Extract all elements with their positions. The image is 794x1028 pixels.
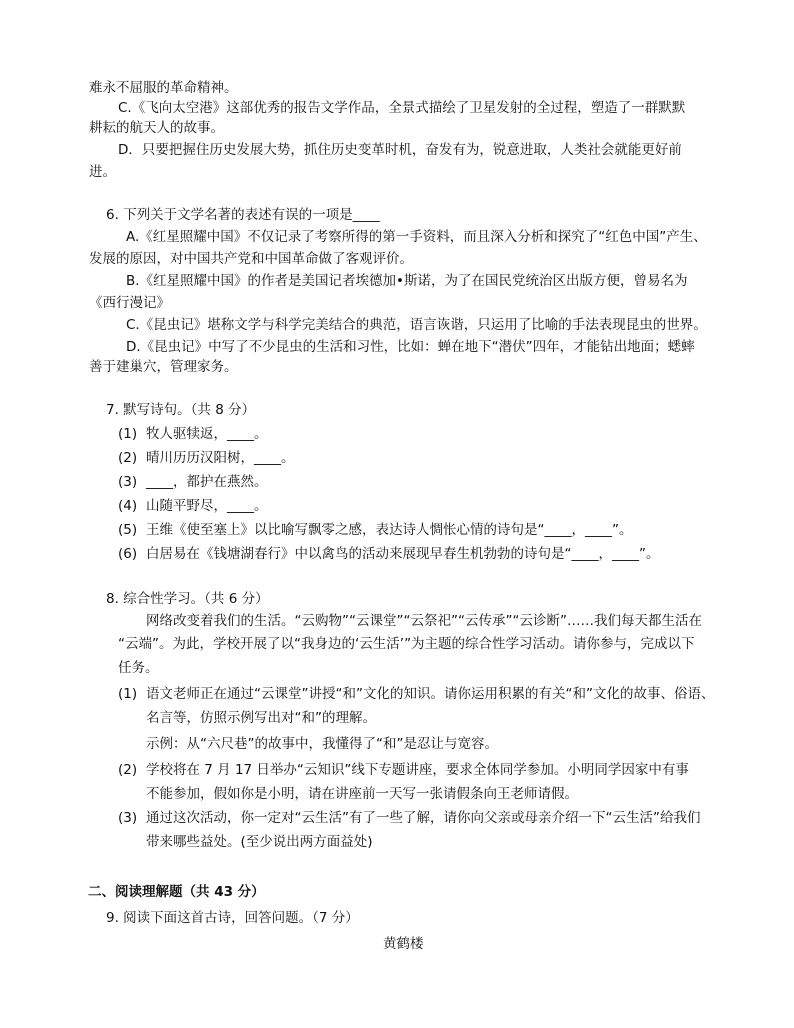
q7-item-text: 山随平野尽，____。 — [146, 498, 268, 514]
q8-task-text: 通过这次活动，你一定对“云生活”有了一些了解，请你向父亲或母亲介绍一下“云生活”给我们 — [146, 810, 701, 826]
q7-item-num: (4) — [118, 498, 138, 514]
q7-item-text: 牧人驱犊返，____。 — [146, 426, 268, 442]
q8-task-1-cont: 名言等，仿照示例写出对“和”的理解。 — [146, 710, 376, 726]
q7-item-text: ____，都护在燕然。 — [146, 474, 268, 490]
q7-item-text: 白居易在《钱塘湖春行》中以禽鸟的活动来展现早春生机勃勃的诗句是“____，____”。 — [146, 546, 660, 562]
q9-stem: 9. 阅读下面这首古诗，回答问题。（7 分） — [106, 910, 359, 926]
q8-stem: 8. 综合性学习。（共 6 分） — [106, 591, 269, 607]
q7-stem: 7. 默写诗句。（共 8 分） — [106, 402, 256, 418]
q8-paragraph: “云端”。为此，学校开展了以“我身边的‘云生活’”为主题的综合性学习活动。请你参与，完成以下 — [118, 636, 695, 652]
q6-option-c: C.《昆虫记》堪称文学与科学完美结合的典范，语言诙谐，只运用了比喻的手法表现昆虫的世界。 — [126, 317, 707, 333]
q8-task-num: (2) — [118, 762, 138, 778]
q8-task-2 — [118, 760, 689, 780]
q8-task-num: (1) — [118, 686, 138, 702]
q8-task-text: 语文老师正在通过“云课堂”讲授“和”文化的知识。请你运用积累的有关“和”文化的故事、俗语、 — [146, 686, 715, 702]
q8-task-1-example: 示例：从“六尺巷”的故事中，我懂得了“和”是忍让与宽容。 — [146, 736, 498, 752]
q8-paragraph: 网络改变着我们的生活。“云购物”“云课堂”“云祭祀”“云传承”“云诊断”……我们每天都生活在 — [146, 613, 702, 629]
q8-paragraph: 任务。 — [118, 660, 159, 676]
q7-item-num: (6) — [118, 546, 138, 562]
q5-option-c-cont: 耕耘的航天人的故事。 — [89, 120, 224, 136]
q7-item — [118, 424, 268, 444]
q5-option-d-cont: 进。 — [89, 164, 116, 180]
q8-task-num: (3) — [118, 810, 138, 826]
q5-option-c: C.《飞向太空港》这部优秀的报告文学作品，全景式描绘了卫星发射的全过程，塑造了一群默默 — [118, 100, 686, 116]
q8-task-2-cont: 不能参加，假如你是小明，请在讲座前一天写一张请假条向王老师请假。 — [146, 786, 578, 802]
q8-task-3-cont: 带来哪些益处。(至少说出两方面益处) — [146, 834, 373, 850]
q7-item-num: (2) — [118, 450, 138, 466]
q8-task-1 — [118, 684, 714, 704]
q7-item-num: (3) — [118, 474, 138, 490]
q5-option-d: D．只要把握住历史发展大势，抓住历史变革时机，奋发有为，锐意进取，人类社会就能更好前 — [118, 142, 682, 158]
q6-option-b: B.《红星照耀中国》的作者是美国记者埃德加•斯诺，为了在国民党统治区出版方便，曾易名为 — [126, 273, 688, 289]
q6-option-b-cont: 《西行漫记》 — [89, 295, 170, 311]
q8-task-text: 学校将在 7 月 17 日举办“云知识”线下专题讲座，要求全体同学参加。小明同学因家中有事 — [146, 762, 689, 778]
section-heading: 二、阅读理解题（共 43 分） — [88, 884, 265, 900]
q6-option-d: D.《昆虫记》中写了不少昆虫的生活和习性，比如：蝉在地下“潜伏”四年，才能钻出地面；蟋蟀 — [126, 339, 695, 355]
q6-option-a: A.《红星照耀中国》不仅记录了考察所得的第一手资料，而且深入分析和探究了“红色中国”产生、 — [126, 229, 707, 245]
q7-item-text: 王维《使至塞上》以比喻写飘零之感，表达诗人惆怅心情的诗句是“____，____”。 — [146, 522, 633, 538]
q7-item-num: (5) — [118, 522, 138, 538]
q7-item — [118, 472, 268, 492]
q7-item — [118, 544, 660, 564]
q6-option-a-cont: 发展的原因，对中国共产党和中国革命做了客观评价。 — [89, 251, 413, 267]
q7-item — [118, 520, 633, 540]
q8-task-3 — [118, 808, 700, 828]
poem-title: 黄鹤楼 — [383, 936, 424, 952]
q7-item-text: 晴川历历汉阳树，____。 — [146, 450, 295, 466]
q7-item-num: (1) — [118, 426, 138, 442]
q7-item — [118, 448, 295, 468]
q6-option-d-cont: 善于建巢穴，管理家务。 — [89, 359, 238, 375]
q6-stem: 6. 下列关于文学名著的表述有误的一项是____ — [106, 207, 380, 223]
q7-item — [118, 496, 268, 516]
q5-line: 难永不屈服的革命精神。 — [89, 80, 238, 96]
